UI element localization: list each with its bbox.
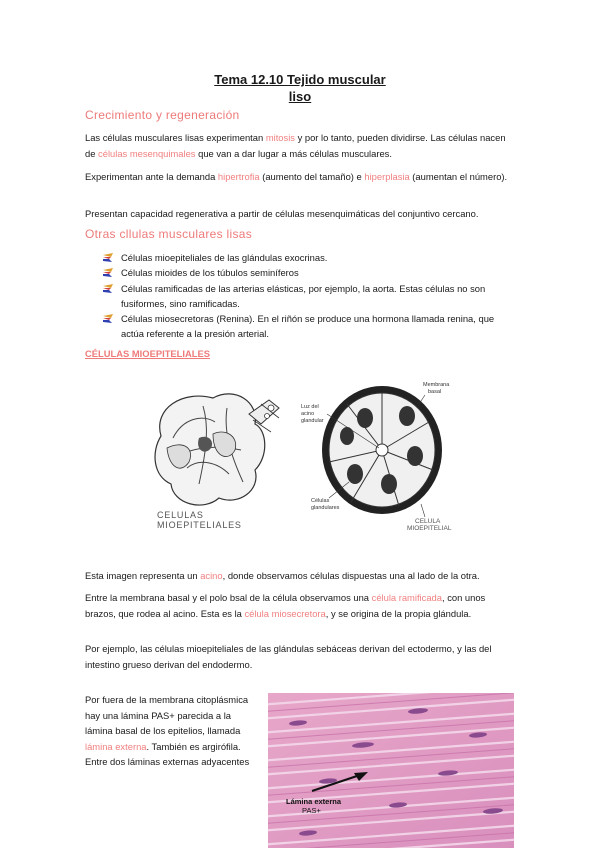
highlight-acino: acino: [200, 570, 223, 581]
celulas-mioepiteliales-link[interactable]: CÉLULAS MIOEPITELIALES: [85, 348, 211, 359]
page-title-line2: liso: [288, 89, 312, 104]
paragraph-acino: Esta imagen representa un acino, donde observamos células dispuestas una al lado de la otra.: [85, 570, 480, 581]
label-celulas: CELULAS: [157, 510, 204, 520]
highlight-celulas-mesenquimales: células mesenquimales: [98, 147, 196, 159]
bullet-list: [103, 250, 517, 342]
label-celulas-glandulares-1: Células: [311, 498, 330, 504]
bullet-icon: [103, 284, 113, 293]
label-luz-acino-2: acino: [301, 411, 315, 417]
micro-label-pas: PAS+: [302, 806, 321, 815]
paragraph-regenerativa: Presentan capacidad regenerativa a partir de células mesenquimáticas del conjuntivo cercano.: [85, 208, 479, 219]
bullet-icon: [103, 253, 113, 262]
paragraph-membrana-basal: Entre la membrana basal y el polo bsal de la célula observamos una célula ramificada, con unos brazos, que rodea al acino. Esta es la célula miosecretora, y se origina de la propia glándula.: [85, 592, 486, 619]
list-item: Células mioepiteliales de las glándulas exocrinas.: [103, 250, 517, 265]
highlight-celula-miosecretora: célula miosecretora: [244, 607, 326, 619]
label-membrana-basal-2: basal: [428, 389, 442, 395]
highlight-hipertrofia: hipertrofia: [217, 171, 260, 182]
paragraph-lamina-externa: Por fuera de la membrana citoplásmica hay una lámina PAS+ parecida a la lámina basal de los epitelios, llamada lámina externa. También es argirófila. Entre dos láminas externas adyacentes: [85, 694, 250, 768]
micro-label-lamina-externa: Lámina externa: [286, 797, 342, 806]
highlight-mitosis: mitosis: [265, 132, 295, 143]
paragraph-mitosis: Las células musculares lisas experimentan mitosis y por lo tanto, pueden dividirse. Las células nacen de células mesenquimales que van a dar lugar a más células musculares.: [85, 132, 506, 159]
highlight-celula-ramificada: célula ramificada: [371, 592, 442, 603]
label-celula-mioepitelial-1: CELULA: [415, 518, 441, 525]
label-membrana-basal-1: Membrana: [423, 382, 450, 388]
highlight-hiperplasia: hiperplasia: [364, 171, 410, 182]
heading-otras-celulas: Otras cllulas musculares lisas: [85, 227, 253, 241]
list-item: Células miosecretoras (Renina). En el riñón se produce una hormona llamada renina, que actúa referente a la presión arterial.: [103, 311, 517, 342]
bullet-icon: [103, 268, 113, 277]
acinus-cross-section: [322, 386, 442, 514]
label-luz-acino-1: Luz del: [301, 404, 319, 410]
label-celula-mioepitelial-2: MIOEPITELIAL: [407, 525, 452, 530]
myoepithelial-diagram: [143, 378, 461, 530]
list-item: Células mioides de los túbulos seminíferos: [103, 265, 517, 280]
myoepithelial-cell-3d: [155, 394, 279, 505]
highlight-lamina-externa: lámina externa: [85, 740, 147, 752]
paragraph-hipertrofia: Experimentan ante la demanda hipertrofia (aumento del tamaño) e hiperplasia (aumentan el número).: [85, 171, 508, 182]
label-mioepiteliales: MIOEPITELIALES: [157, 520, 242, 530]
heading-crecimiento: Crecimiento y regeneración: [85, 108, 240, 122]
bullet-icon: [103, 314, 113, 323]
label-luz-acino-3: glandular: [301, 418, 324, 424]
list-item: Células ramificadas de las arterias elásticas, por ejemplo, la aorta. Estas células no son fusiformes, sino ramificadas.: [103, 281, 517, 312]
page-title: Tema 12.10 Tejido muscular: [214, 72, 386, 87]
label-celulas-glandulares-2: glandulares: [311, 505, 340, 511]
paragraph-ectodermo: Por ejemplo, las células mioepiteliales de las glándulas sebáceas derivan del ectodermo, y las del intestino grueso derivan del endodermo.: [85, 643, 492, 670]
micrograph-lamina-externa: [268, 693, 514, 848]
